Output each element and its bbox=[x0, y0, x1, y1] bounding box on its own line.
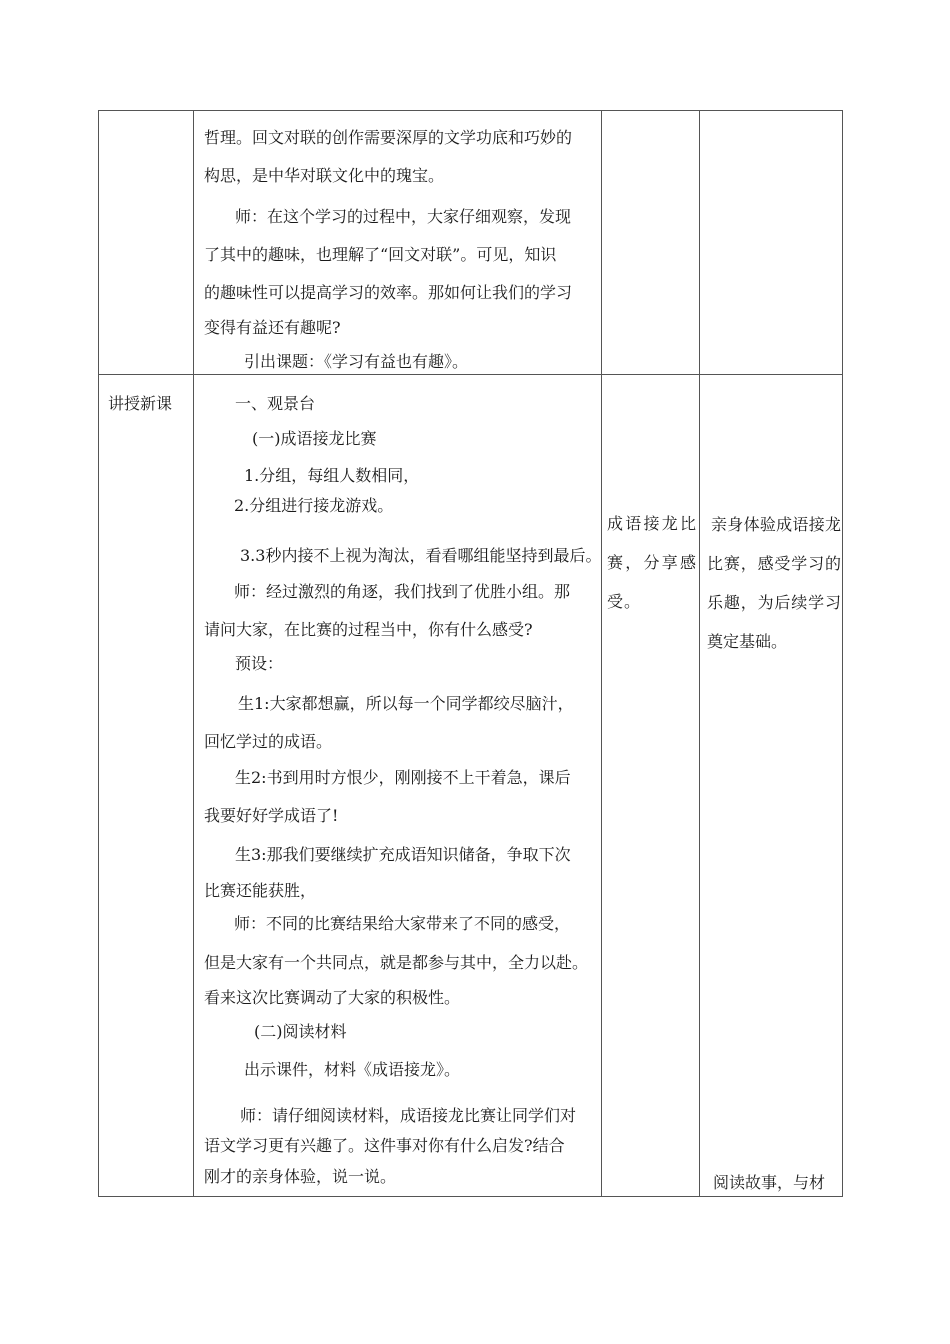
section-heading: 一、观景台 bbox=[235, 394, 316, 413]
table-border-bottom bbox=[98, 1196, 843, 1197]
content-line: 构思，是中华对联文化中的瑰宝。 bbox=[204, 166, 445, 185]
content-line: 语文学习更有兴趣了。这件事对你有什么启发?结合 bbox=[204, 1136, 565, 1155]
content-line: 2.分组进行接龙游戏。 bbox=[234, 496, 394, 515]
content-line: 了其中的趣味，也理解了“回文对联”。可见，知识 bbox=[204, 245, 557, 264]
content-line: 变得有益还有趣呢? bbox=[204, 318, 341, 337]
content-line: 师：经过激烈的角逐，我们找到了优胜小组。那 bbox=[234, 582, 571, 601]
design-intent-continued: 阅读故事，与材 bbox=[713, 1173, 826, 1192]
table-border-top bbox=[98, 110, 843, 111]
content-line: 1.分组，每组人数相同， bbox=[244, 466, 420, 485]
column-divider bbox=[193, 110, 194, 1197]
content-line: 生1:大家都想赢，所以每一个同学都绞尽脑汁， bbox=[238, 694, 574, 713]
content-line: 我要好好学成语了! bbox=[204, 806, 339, 825]
content-line: 回忆学过的成语。 bbox=[204, 732, 333, 751]
column-divider bbox=[699, 110, 700, 1197]
table-border-right bbox=[842, 110, 843, 1197]
content-line: 3.3秒内接不上视为淘汰，看看哪组能坚持到最后。 bbox=[240, 546, 602, 565]
content-line: 师：请仔细阅读材料，成语接龙比赛让同学们对 bbox=[240, 1106, 577, 1125]
content-line: 看来这次比赛调动了大家的积极性。 bbox=[204, 988, 461, 1007]
content-line: 但是大家有一个共同点，就是都参与其中，全力以赴。 bbox=[204, 953, 589, 972]
content-line: 哲理。回文对联的创作需要深厚的文学功底和巧妙的 bbox=[204, 128, 573, 147]
content-line: 师：在这个学习的过程中，大家仔细观察，发现 bbox=[235, 207, 572, 226]
content-line: 刚才的亲身体验，说一说。 bbox=[204, 1167, 397, 1186]
content-line: 比赛还能获胜， bbox=[204, 881, 317, 900]
content-line: 引出课题：《学习有益也有趣》。 bbox=[244, 352, 469, 371]
content-line: 出示课件，材料《成语接龙》。 bbox=[244, 1060, 461, 1079]
stage-label: 讲授新课 bbox=[108, 394, 173, 413]
content-line: 师：不同的比赛结果给大家带来了不同的感受， bbox=[234, 914, 571, 933]
table-border-left bbox=[98, 110, 99, 1197]
design-intent-cell: 亲身体验成语接龙比赛，感受学习的乐趣，为后续学习奠定基础。 bbox=[707, 515, 841, 651]
content-line: 请问大家，在比赛的过程当中，你有什么感受? bbox=[204, 620, 533, 639]
column-divider bbox=[601, 110, 602, 1197]
content-line: 的趣味性可以提高学习的效率。那如何让我们的学习 bbox=[204, 283, 573, 302]
content-line: 预设： bbox=[235, 654, 284, 673]
subsection-heading: (一)成语接龙比赛 bbox=[252, 429, 377, 448]
content-line: 生3:那我们要继续扩充成语知识储备，争取下次 bbox=[235, 845, 571, 864]
row-divider bbox=[98, 374, 843, 375]
subsection-heading: (二)阅读材料 bbox=[254, 1022, 347, 1041]
content-line: 生2:书到用时方恨少，刚刚接不上干着急，课后 bbox=[235, 768, 571, 787]
student-activity-cell: 成语接龙比赛，分享感受。 bbox=[607, 514, 697, 611]
